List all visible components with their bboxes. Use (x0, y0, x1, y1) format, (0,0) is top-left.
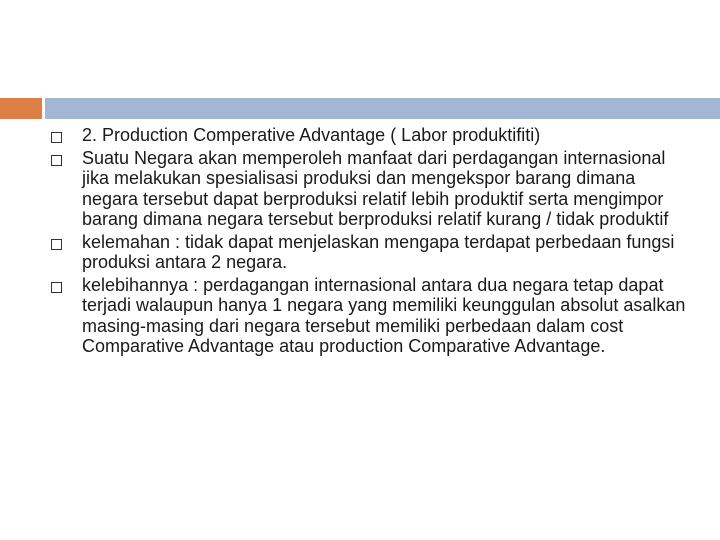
square-bullet-icon (51, 155, 62, 166)
bullet-list (51, 125, 691, 359)
square-bullet-icon (51, 282, 62, 293)
bullet-text: kelebihannya : perdagangan internasional antara dua negara tetap dapat terjadi walaupun hanya 1 negara yang memiliki keunggulan absolut asalkan masing-masing dari negara tersebut memiliki perbedaan dalam cost Comparative Advantage atau production Comparative Advantage. (82, 274, 686, 356)
square-bullet-icon (51, 132, 62, 143)
header-accent-orange-bar (0, 98, 42, 119)
bullet-text: 2. Production Comperative Advantage ( Labor produktifiti) (82, 125, 541, 145)
square-bullet-icon (51, 239, 62, 250)
bullet-item (51, 148, 691, 230)
bullet-item (51, 125, 691, 146)
bullet-text: kelemahan : tidak dapat menjelaskan mengapa terdapat perbedaan fungsi produksi antara 2 negara. (82, 231, 675, 272)
header-accent-blue-bar (45, 98, 720, 119)
bullet-text: Suatu Negara akan memperoleh manfaat dari perdagangan internasional jika melakukan spesialisasi produksi dan mengekspor barang dimana negara tersebut dapat berproduksi relatif lebih produktif serta mengimpor barang dimana negara tersebut berproduksi relatif kurang / tidak produktif (82, 147, 669, 229)
bullet-item (51, 275, 691, 357)
bullet-item (51, 232, 691, 273)
